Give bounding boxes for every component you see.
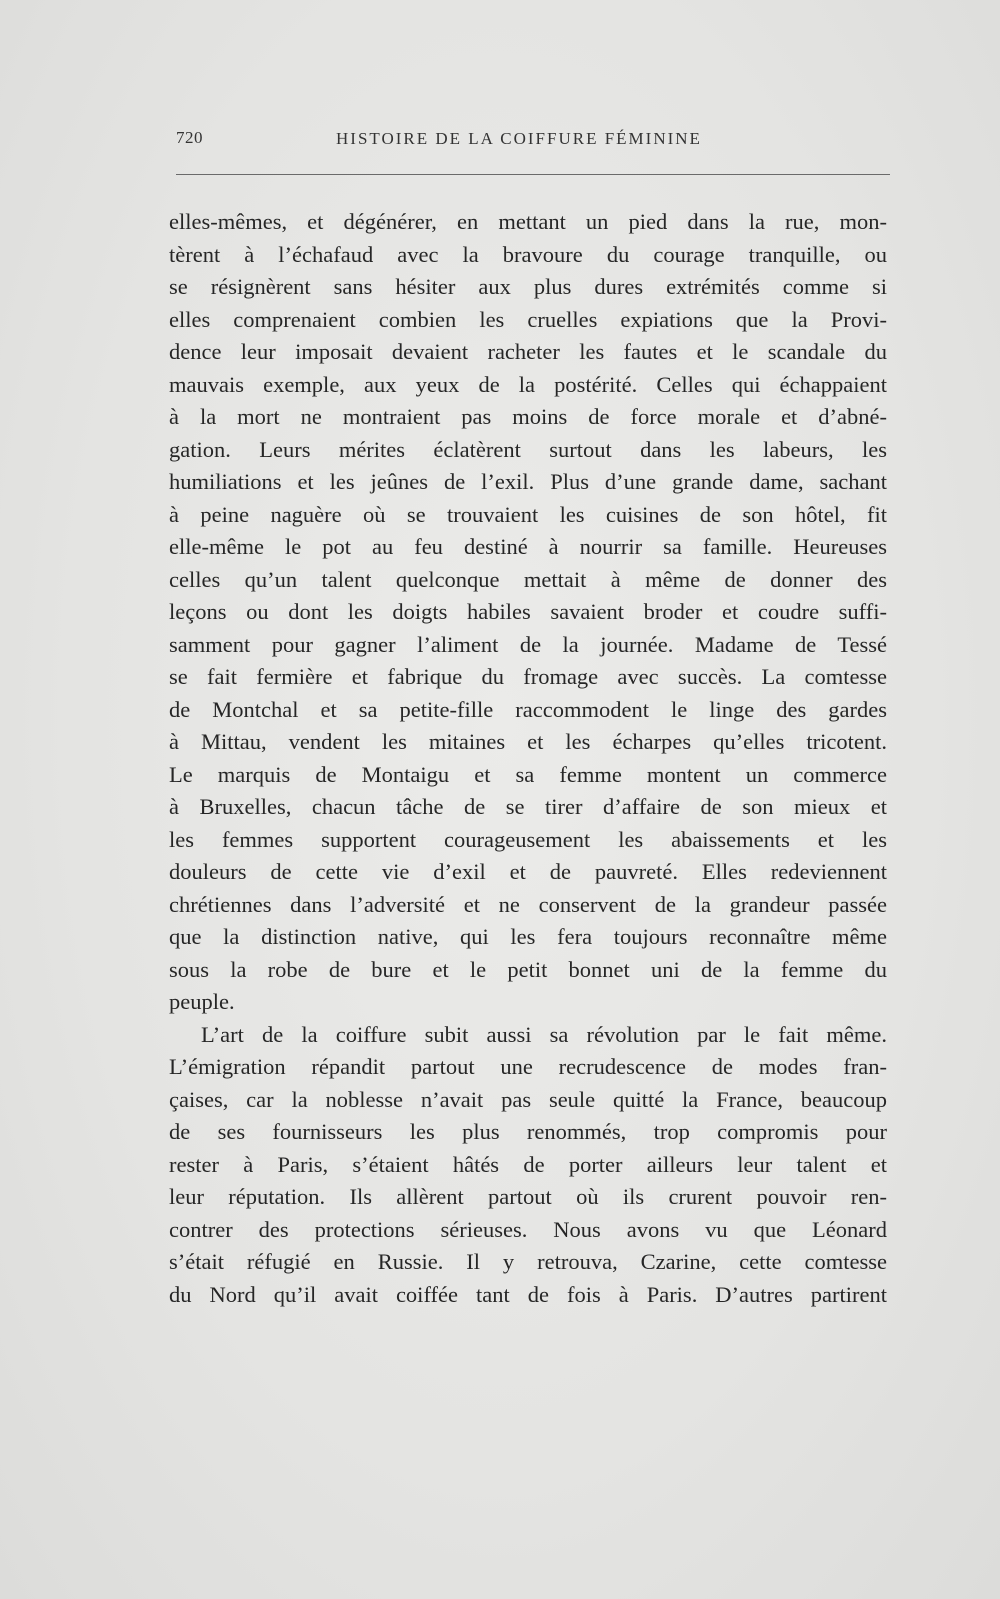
- text-line: gation. Leurs mérites éclatèrent surtout dans les labeurs, les: [169, 436, 887, 462]
- text-line: de ses fournisseurs les plus renommés, trop compromis pour: [169, 1119, 887, 1144]
- header-rule: [176, 174, 890, 175]
- text-line: chrétiennes dans l’adversité et ne conservent de la grandeur passée: [169, 891, 887, 917]
- text-line: à Mittau, vendent les mitaines et les écharpes qu’elles tricotent.: [169, 729, 887, 754]
- text-line: du Nord qu’il avait coiffée tant de fois à Paris. D’autres partirent: [169, 1281, 887, 1307]
- text-line: samment pour gagner l’aliment de la journée. Madame de Tessé: [169, 631, 887, 657]
- text-line: que la distinction native, qui les fera toujours reconnaître même: [169, 924, 887, 949]
- text-line: douleurs de cette vie d’exil et de pauvreté. Elles redeviennent: [169, 859, 887, 884]
- text-line: contrer des protections sérieuses. Nous avons vu que Léonard: [169, 1216, 887, 1242]
- text-line: à peine naguère où se trouvaient les cuisines de son hôtel, fit: [169, 501, 887, 527]
- text-line: se fait fermière et fabrique du fromage avec succès. La comtesse: [169, 664, 887, 689]
- paragraph-end-line: peuple.: [169, 989, 235, 1014]
- text-line: à la mort ne montraient pas moins de force morale et d’abné-: [169, 404, 887, 429]
- text-line: tèrent à l’échafaud avec la bravoure du courage tranquille, ou: [169, 241, 887, 267]
- page-number: 720: [176, 128, 203, 147]
- running-title: HISTOIRE DE LA COIFFURE FÉMININE: [336, 129, 702, 148]
- text-line: mauvais exemple, aux yeux de la postérité. Celles qui échappaient: [169, 371, 887, 397]
- text-line: çaises, car la noblesse n’avait pas seule quitté la France, beaucoup: [169, 1086, 887, 1112]
- text-line: se résignèrent sans hésiter aux plus dures extrémités comme si: [169, 274, 887, 299]
- text-line: dence leur imposait devaient racheter les fautes et le scandale du: [169, 339, 887, 364]
- text-line: elle-même le pot au feu destiné à nourrir sa famille. Heureuses: [169, 534, 887, 559]
- body-text: [169, 206, 887, 1311]
- text-line: elles comprenaient combien les cruelles expiations que la Provi-: [169, 306, 887, 332]
- text-line: elles-mêmes, et dégénérer, en mettant un pied dans la rue, mon-: [169, 209, 887, 234]
- text-line: s’était réfugié en Russie. Il y retrouva, Czarine, cette comtesse: [169, 1249, 887, 1274]
- text-line: de Montchal et sa petite-fille raccommodent le linge des gardes: [169, 696, 887, 722]
- text-line: sous la robe de bure et le petit bonnet uni de la femme du: [169, 956, 887, 982]
- text-line: L’émigration répandit partout une recrudescence de modes fran-: [169, 1054, 887, 1079]
- text-line: Le marquis de Montaigu et sa femme montent un commerce: [169, 761, 887, 787]
- text-line: leçons ou dont les doigts habiles savaient broder et coudre suffi-: [169, 599, 887, 624]
- text-line: leur réputation. Ils allèrent partout où ils crurent pouvoir ren-: [169, 1184, 887, 1209]
- page-header: [176, 128, 890, 156]
- text-line: humiliations et les jeûnes de l’exil. Plus d’une grande dame, sachant: [169, 469, 887, 494]
- paragraph-start-line: L’art de la coiffure subit aussi sa révolution par le fait même.: [201, 1021, 887, 1047]
- text-line: les femmes supportent courageusement les abaissements et les: [169, 826, 887, 852]
- text-line: celles qu’un talent quelconque mettait à même de donner des: [169, 566, 887, 592]
- text-line: rester à Paris, s’étaient hâtés de porter ailleurs leur talent et: [169, 1151, 887, 1177]
- text-line: à Bruxelles, chacun tâche de se tirer d’affaire de son mieux et: [169, 794, 887, 819]
